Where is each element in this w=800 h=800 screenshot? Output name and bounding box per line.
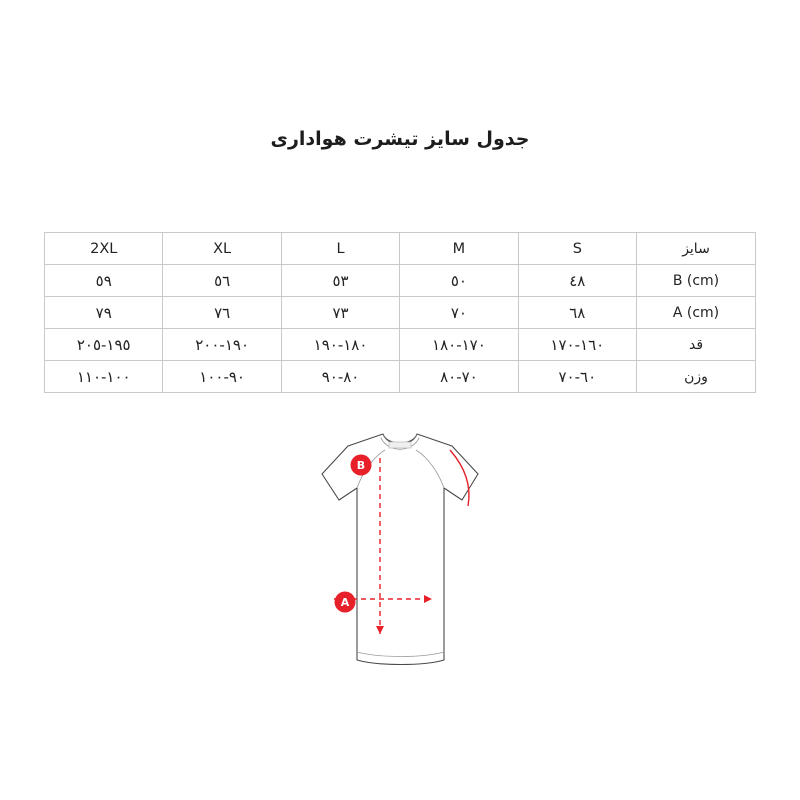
cell-b-xl: ٥٦ bbox=[163, 265, 281, 297]
cell-height-xl: ١٩٠-٢٠٠ bbox=[163, 329, 281, 361]
table-row bbox=[45, 265, 756, 297]
cell-weight-xl: ٩٠-١٠٠ bbox=[163, 361, 281, 393]
row-label-b: B (cm) bbox=[637, 265, 756, 297]
size-table-container bbox=[44, 232, 756, 393]
table-header-row bbox=[45, 233, 756, 265]
t-shirt-icon bbox=[0, 412, 800, 712]
page-title: جدول سایز تیشرت هواداری bbox=[270, 128, 530, 150]
cell-height-s: ١٦٠-١٧٠ bbox=[518, 329, 636, 361]
table-header-size-m: M bbox=[400, 233, 518, 265]
cell-a-l: ٧٣ bbox=[281, 297, 399, 329]
table-header-size-s: S bbox=[518, 233, 636, 265]
table-header-size-l: L bbox=[281, 233, 399, 265]
marker-a bbox=[335, 592, 356, 613]
table-header-label: سایز bbox=[637, 233, 756, 265]
cell-weight-2xl: ١٠٠-١١٠ bbox=[45, 361, 163, 393]
cell-b-2xl: ٥٩ bbox=[45, 265, 163, 297]
cell-a-xl: ٧٦ bbox=[163, 297, 281, 329]
table-row bbox=[45, 297, 756, 329]
cell-b-m: ٥٠ bbox=[400, 265, 518, 297]
table-header-size-xl: XL bbox=[163, 233, 281, 265]
marker-b bbox=[351, 455, 372, 476]
cell-a-2xl: ٧٩ bbox=[45, 297, 163, 329]
table-row bbox=[45, 329, 756, 361]
table-row bbox=[45, 361, 756, 393]
table-header-size-2xl: 2XL bbox=[45, 233, 163, 265]
cell-height-m: ١٧٠-١٨٠ bbox=[400, 329, 518, 361]
cell-height-2xl: ١٩٥-٢٠٥ bbox=[45, 329, 163, 361]
cell-a-s: ٦٨ bbox=[518, 297, 636, 329]
row-label-height: قد bbox=[637, 329, 756, 361]
row-label-a: A (cm) bbox=[637, 297, 756, 329]
marker-a-label: A bbox=[340, 596, 350, 609]
t-shirt-diagram-container bbox=[0, 412, 800, 712]
cell-weight-m: ٧٠-٨٠ bbox=[400, 361, 518, 393]
row-label-weight: وزن bbox=[637, 361, 756, 393]
size-table bbox=[44, 232, 756, 393]
cell-a-m: ٧٠ bbox=[400, 297, 518, 329]
collar-tag-icon bbox=[389, 442, 411, 448]
cell-b-s: ٤٨ bbox=[518, 265, 636, 297]
cell-weight-l: ٨٠-٩٠ bbox=[281, 361, 399, 393]
cell-b-l: ٥٣ bbox=[281, 265, 399, 297]
marker-b-label: B bbox=[356, 459, 366, 472]
cell-height-l: ١٨٠-١٩٠ bbox=[281, 329, 399, 361]
cell-weight-s: ٦٠-٧٠ bbox=[518, 361, 636, 393]
